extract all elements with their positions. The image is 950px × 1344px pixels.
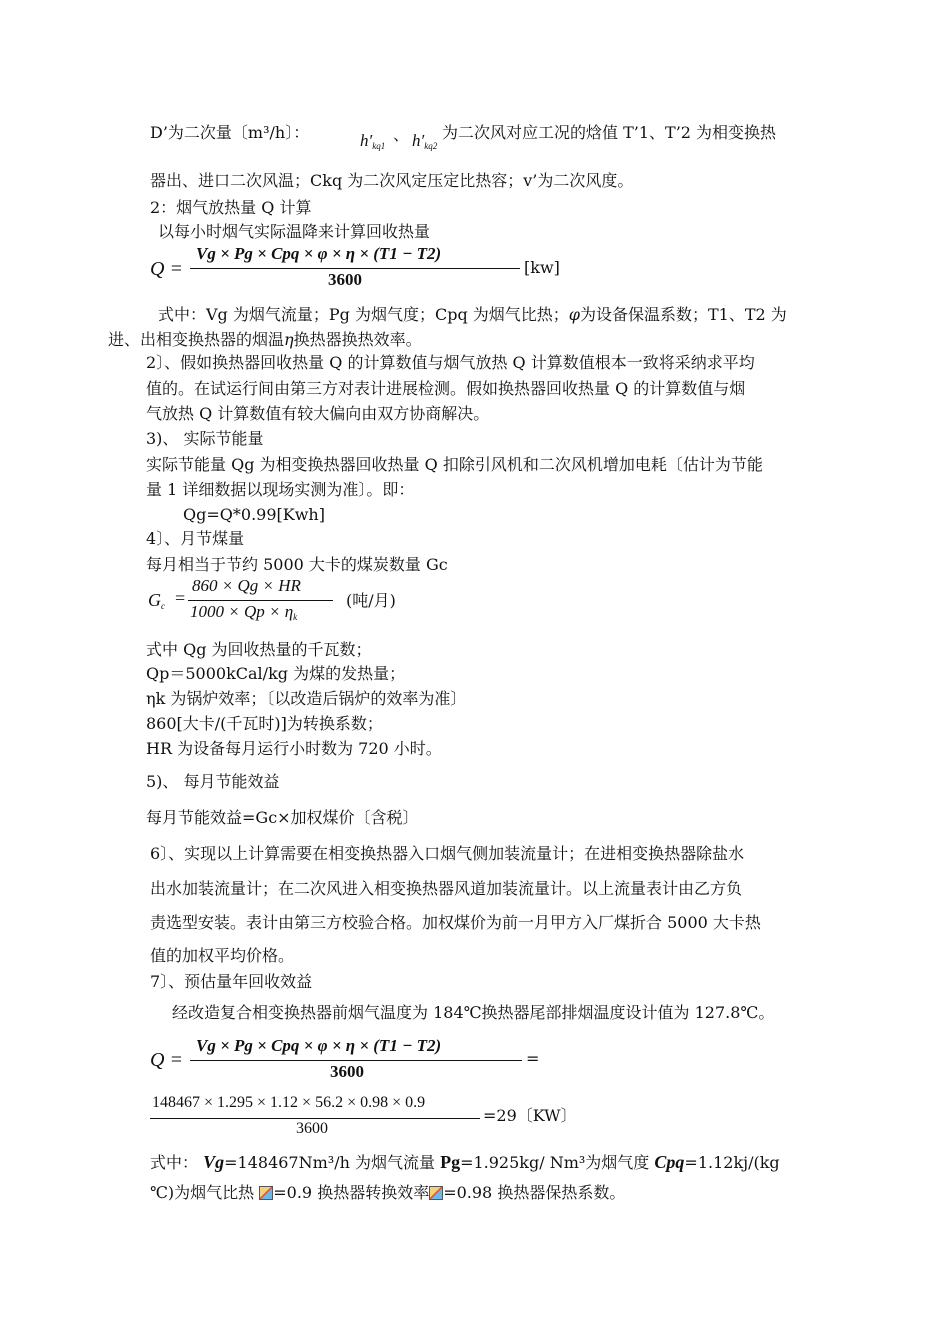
text-line-12: 量 1 详细数据以现场实测为准〕。即： xyxy=(146,480,415,499)
symbol-vg: Vg xyxy=(203,1152,225,1172)
text-line-16: 式中 Qg 为回收热量的千瓦数； xyxy=(146,640,372,659)
text-line-7: 2〕、假如换热器回收热量 Q 的计算数值与烟气放热 Q 计算数值根本一致将采纳求平均 xyxy=(146,353,755,372)
text-line-26: 值的加权平均价格。 xyxy=(150,946,295,965)
formula1-unit: [kw] xyxy=(524,258,560,277)
text-line-10: 3)、 实际节能量 xyxy=(146,429,264,448)
formula3-numerator: Vg × Pg × Cpq × φ × η × (T1 − T2) xyxy=(196,1036,442,1055)
formula2-equals: = xyxy=(175,588,186,608)
symbol-h-kq2: $h'_{kq2}$ xyxy=(412,131,438,151)
phi-image-icon xyxy=(429,1186,443,1200)
text-line-23: 6〕、实现以上计算需要在相变换热器入口烟气侧加装流量计；在进相变换热器除盐水 xyxy=(150,844,745,863)
text-line-17: Qp＝5000kCal/kg 为煤的发热量； xyxy=(146,664,406,683)
text-line-11: 实际节能量 Qg 为相变换热器回收热量 Q 扣除引风机和二次风机增加电耗〔估计为节能 xyxy=(146,455,763,474)
formula4-numerator: 148467 × 1.295 × 1.12 × 56.2 × 0.98 × 0.9 xyxy=(152,1094,426,1111)
text-line-27: 7〕、预估量年回收效益 xyxy=(150,972,313,991)
text-line-20: HR 为设备每月运行小时数为 720 小时。 xyxy=(146,739,442,758)
eta-image-icon xyxy=(259,1186,273,1200)
text-line-5: 式中：Vg 为烟气流量；Pg 为烟气度；Cpq 为烟气比热；φ为设备保温系数；T1、T2 为 xyxy=(158,305,787,324)
text-line-8: 值的。在试运行间由第三方对表计进展检测。假如换热器回收热量 Q 的计算数值与烟 xyxy=(146,379,746,398)
text-line-4: 以每小时烟气实际温降来计算回收热量 xyxy=(158,222,431,241)
text-line-24: 出水加装流量计；在二次风进入相变换热器风道加装流量计。以上流量表计由乙方负 xyxy=(150,879,743,898)
formula2-lhs: $G_c$ xyxy=(148,590,165,611)
formula4-result: =29〔KW〕 xyxy=(483,1106,577,1125)
symbol-cpq: Cpq xyxy=(654,1152,685,1172)
formula2-unit: (吨/月) xyxy=(346,591,396,610)
formula3-denominator: 3600 xyxy=(330,1062,364,1081)
symbol-pg: Pg xyxy=(440,1152,461,1172)
text-line-29: 式中： Vg=148467Nm³/h 为烟气流量 Pg=1.925kg/ Nm³为烟气度 Cpq=1.12kj/(kg xyxy=(150,1152,780,1172)
text-d-prime: D’为二次量〔m³/h〕： xyxy=(150,123,310,142)
formula3-lhs: Q = xyxy=(150,1049,183,1071)
formula3-tail: = xyxy=(526,1049,540,1068)
formula3-bar xyxy=(190,1060,522,1061)
formula1-denominator: 3600 xyxy=(328,270,362,289)
text-line-15: 每月相当于节约 5000 大卡的煤炭数量 Gc xyxy=(146,555,448,574)
text-separator: 、 xyxy=(393,125,410,144)
text-line-6: 进、出相变换热器的烟温η换热器换热效率。 xyxy=(108,330,422,349)
formula3-fraction xyxy=(190,1036,522,1084)
symbol-h-kq1: $h'_{kq1}$ xyxy=(360,131,386,151)
formula2-fraction xyxy=(188,576,333,624)
text-line-2: 器出、进口二次风温；Ckq 为二次风定压定比热容；v’为二次风度。 xyxy=(150,171,634,190)
formula2-numerator: 860 × Qg × HR xyxy=(192,576,301,595)
formula4-fraction xyxy=(150,1094,480,1142)
text-line-1b: 为二次风对应工况的焓值 T’1、T’2 为相变换热 xyxy=(442,123,777,142)
formula1-bar xyxy=(190,268,520,269)
text-line-9: 气放热 Q 计算数值有较大偏向由双方协商解决。 xyxy=(146,404,490,423)
text-line-21: 5)、 每月节能效益 xyxy=(146,772,280,791)
formula1-lhs: Q = xyxy=(150,258,183,280)
text-line-13: Qg=Q*0.99[Kwh] xyxy=(183,505,325,524)
text-line-25: 责选型安装。表计由第三方校验合格。加权煤价为前一月甲方入厂煤折合 5000 大卡热 xyxy=(150,913,761,932)
formula2-denominator: $1000 \times Qp \times \eta_k$ xyxy=(190,602,298,622)
text-line-3: 2：烟气放热量 Q 计算 xyxy=(150,198,312,217)
text-line-1 xyxy=(150,123,309,143)
text-line-14: 4〕、月节煤量 xyxy=(146,529,245,548)
text-line-18: ηk 为锅炉效率；〔以改造后锅炉的效率为准〕 xyxy=(146,689,467,708)
text-line-28: 经改造复合相变换热器前烟气温度为 184℃换热器尾部排烟温度设计值为 127.8℃。 xyxy=(172,1003,775,1022)
text-line-19: 860[大卡/(千瓦时)]为转换系数； xyxy=(146,714,383,733)
formula2-bar xyxy=(188,600,333,601)
formula1-numerator: Vg × Pg × Cpq × φ × η × (T1 − T2) xyxy=(196,244,442,263)
formula4-denominator: 3600 xyxy=(296,1120,328,1137)
text-line-30: ℃)为烟气比热 =0.9 换热器转换效率 =0.98 换热器保热系数。 xyxy=(150,1183,626,1202)
formula4-bar xyxy=(150,1118,480,1119)
formula1-fraction xyxy=(190,244,520,292)
text-line-22: 每月节能效益=Gc×加权煤价〔含税〕 xyxy=(146,808,419,827)
